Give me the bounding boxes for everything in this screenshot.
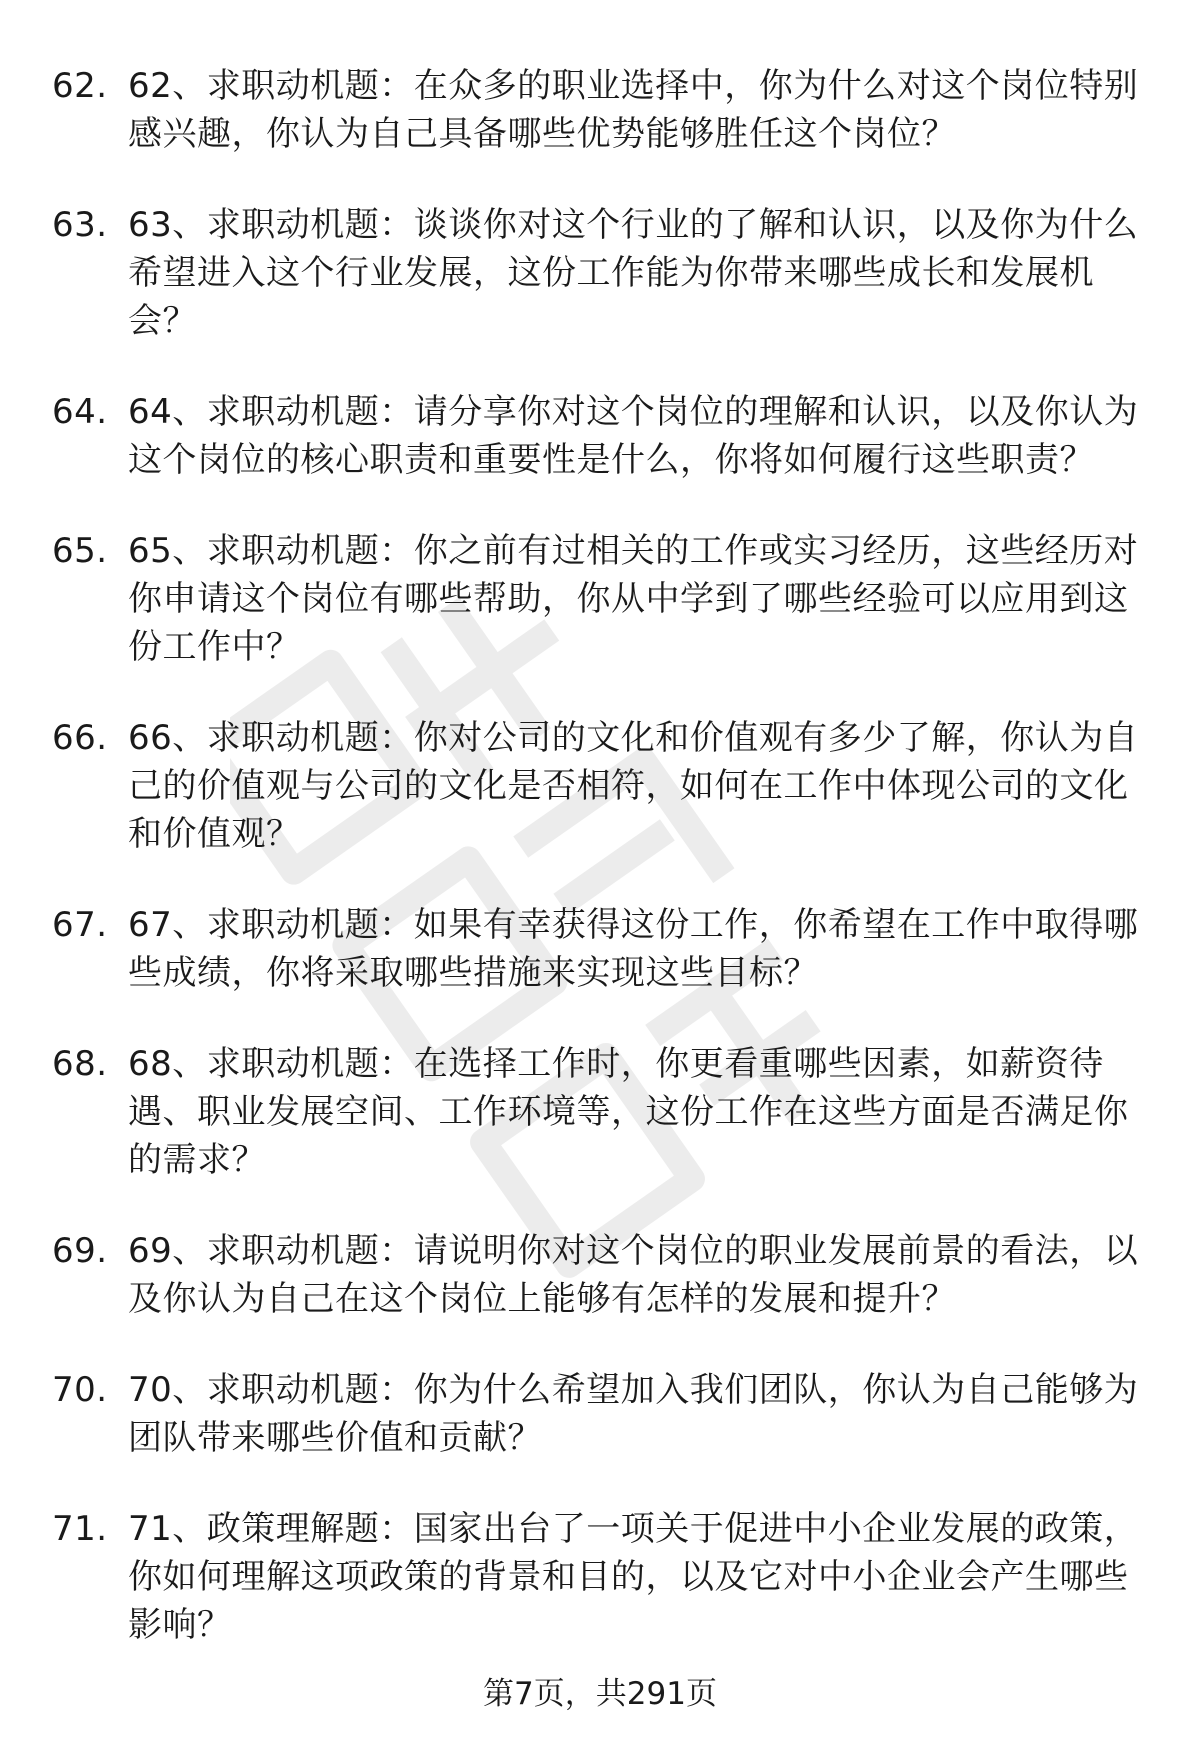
question-number: 70.	[52, 1370, 108, 1410]
question-number: 64.	[52, 392, 108, 432]
question-text: 63、求职动机题：谈谈你对这个行业的了解和认识，以及你为什么希望进入这个行业发展，这份工作能为你带来哪些成长和发展机会？	[128, 205, 1139, 341]
question-text: 68、求职动机题：在选择工作时，你更看重哪些因素，如薪资待遇、职业发展空间、工作环境等，这份工作在这些方面是否满足你的需求？	[128, 1044, 1129, 1180]
question-text: 71、政策理解题：国家出台了一项关于促进中小企业发展的政策，你如何理解这项政策的背景和目的，以及它对中小企业会产生哪些影响？	[128, 1509, 1139, 1645]
question-item	[0, 1040, 1200, 1184]
question-number: 65.	[52, 531, 108, 571]
page-footer: 第7页，共291页	[483, 1676, 717, 1712]
question-item	[0, 1227, 1200, 1323]
question-number: 66.	[52, 718, 108, 758]
question-number: 62.	[52, 66, 108, 106]
question-text: 69、求职动机题：请说明你对这个岗位的职业发展前景的看法，以及你认为自己在这个岗位上能够有怎样的发展和提升？	[128, 1231, 1139, 1319]
question-text: 64、求职动机题：请分享你对这个岗位的理解和认识，以及你认为这个岗位的核心职责和重要性是什么，你将如何履行这些职责？	[128, 392, 1139, 480]
question-list	[0, 62, 1200, 1692]
question-item	[0, 62, 1200, 158]
question-text: 66、求职动机题：你对公司的文化和价值观有多少了解，你认为自己的价值观与公司的文化是否相符，如何在工作中体现公司的文化和价值观？	[128, 718, 1139, 854]
question-item	[0, 1505, 1200, 1649]
question-number: 71.	[52, 1509, 108, 1549]
question-number: 69.	[52, 1231, 108, 1271]
question-text: 65、求职动机题：你之前有过相关的工作或实习经历，这些经历对你申请这个岗位有哪些帮助，你从中学到了哪些经验可以应用到这份工作中？	[128, 531, 1139, 667]
question-number: 67.	[52, 905, 108, 945]
question-number: 68.	[52, 1044, 108, 1084]
question-text: 62、求职动机题：在众多的职业选择中，你为什么对这个岗位特别感兴趣，你认为自己具备哪些优势能够胜任这个岗位？	[128, 66, 1139, 154]
question-text: 67、求职动机题：如果有幸获得这份工作，你希望在工作中取得哪些成绩，你将采取哪些措施来实现这些目标？	[128, 905, 1139, 993]
question-item	[0, 1366, 1200, 1462]
question-item	[0, 527, 1200, 671]
question-item	[0, 388, 1200, 484]
question-item	[0, 901, 1200, 997]
question-item	[0, 201, 1200, 345]
question-item	[0, 714, 1200, 858]
question-number: 63.	[52, 205, 108, 245]
question-text: 70、求职动机题：你为什么希望加入我们团队，你认为自己能够为团队带来哪些价值和贡献？	[128, 1370, 1139, 1458]
